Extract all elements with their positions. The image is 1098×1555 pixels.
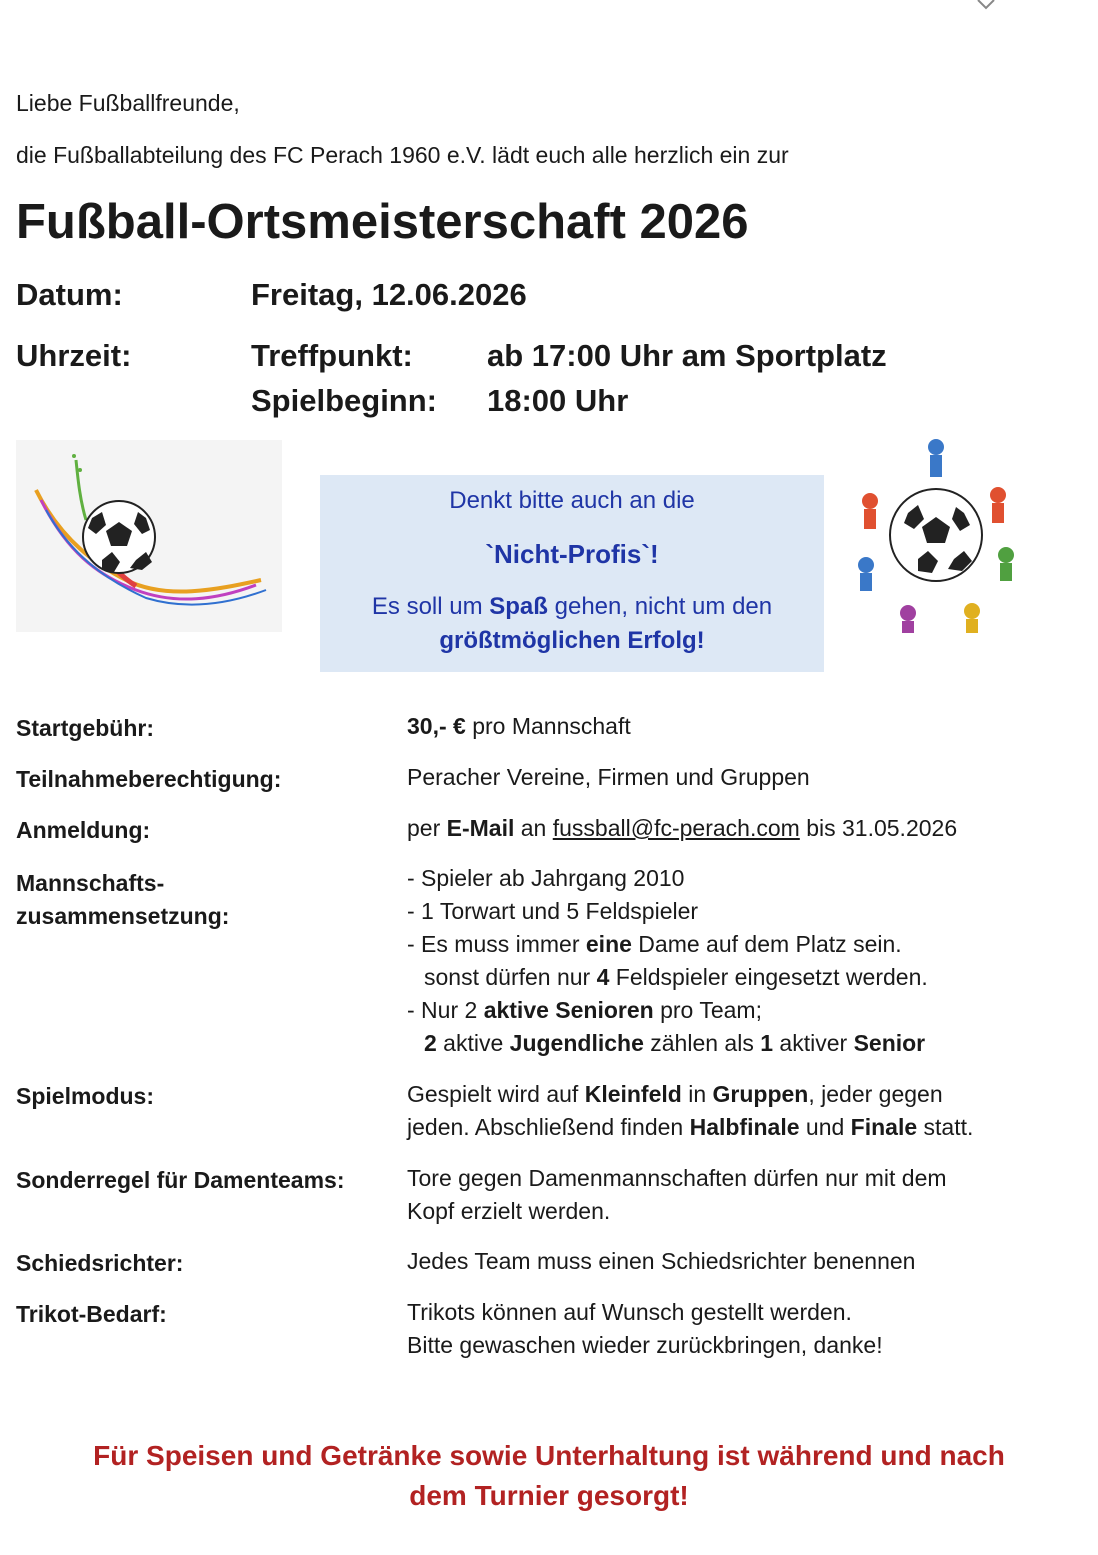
email-link[interactable]: fussball@fc-perach.com [552,815,800,841]
invite-text: die Fußballabteilung des FC Perach 1960 e.V. lädt euch alle herzlich ein zur [16,142,789,168]
callout-line-4: größtmöglichen Erfolg! [439,627,705,654]
spielmodus-label: Spielmodus: [16,1083,155,1109]
sonderregel-value: Tore gegen Damenmannschaften dürfen nur mit dem Kopf erzielt werden. [407,1165,947,1224]
startgebuehr-label: Startgebühr: [16,715,154,741]
startgebuehr-value: 30,- € pro Mannschaft [407,713,631,739]
callout-line-1: Denkt bitte auch an die [449,487,695,514]
treffpunkt-label: Treffpunkt: [251,338,413,373]
nicht-profis-callout [320,475,824,672]
teilnahme-value: Peracher Vereine, Firmen und Gruppen [407,764,810,790]
greeting-text: Liebe Fußballfreunde, [16,90,240,116]
mannschaft-label: Mannschafts- zusammensetzung: [16,870,230,929]
schiedsrichter-value: Jedes Team muss einen Schiedsrichter benennen [407,1248,916,1274]
soccer-ball-splash-image [16,440,282,632]
sonderregel-label: Sonderregel für Damenteams: [16,1167,345,1193]
anmeldung-value: per E-Mail an fussball@fc-perach.com bis 31.05.2026 [407,815,958,841]
mannschaft-value: - Spieler ab Jahrgang 2010 - 1 Torwart und 5 Feldspieler - Es muss immer eine Dame auf dem Platz sein. sonst dürfen nur 4 Feldspieler eingesetzt werden. - Nur 2 aktive Senioren pro Team; 2 aktive Jugendliche zählen als 1 aktiver Senior [407,865,928,1056]
callout-line-2: `Nicht-Profis`! [485,539,659,569]
players-around-ball-image [848,435,1024,635]
footer-note: Für Speisen und Getränke sowie Unterhaltung ist während und nach dem Turnier gesorgt! [93,1440,1005,1511]
anmeldung-label: Anmeldung: [16,817,151,843]
trikot-value: Trikots können auf Wunsch gestellt werden. Bitte gewaschen wieder zurückbringen, danke! [407,1299,883,1358]
spielmodus-value: Gespielt wird auf Kleinfeld in Gruppen, jeder gegen jeden. Abschließend finden Halbfinale und Finale statt. [407,1081,974,1140]
spielbeginn-label: Spielbeginn: [251,383,437,418]
teilnahme-label: Teilnahmeberechtigung: [16,766,282,792]
callout-line-3: Es soll um Spaß gehen, nicht um den [371,593,773,620]
uhrzeit-label: Uhrzeit: [16,338,132,373]
trikot-label: Trikot-Bedarf: [16,1301,167,1327]
page-title: Fußball-Ortsmeisterschaft 2026 [16,195,749,249]
chevron-down-icon [974,0,998,10]
datum-label: Datum: [16,277,123,312]
schiedsrichter-label: Schiedsrichter: [16,1250,184,1276]
treffpunkt-value: ab 17:00 Uhr am Sportplatz [487,338,887,373]
spielbeginn-value: 18:00 Uhr [487,383,629,418]
datum-value: Freitag, 12.06.2026 [251,277,527,312]
